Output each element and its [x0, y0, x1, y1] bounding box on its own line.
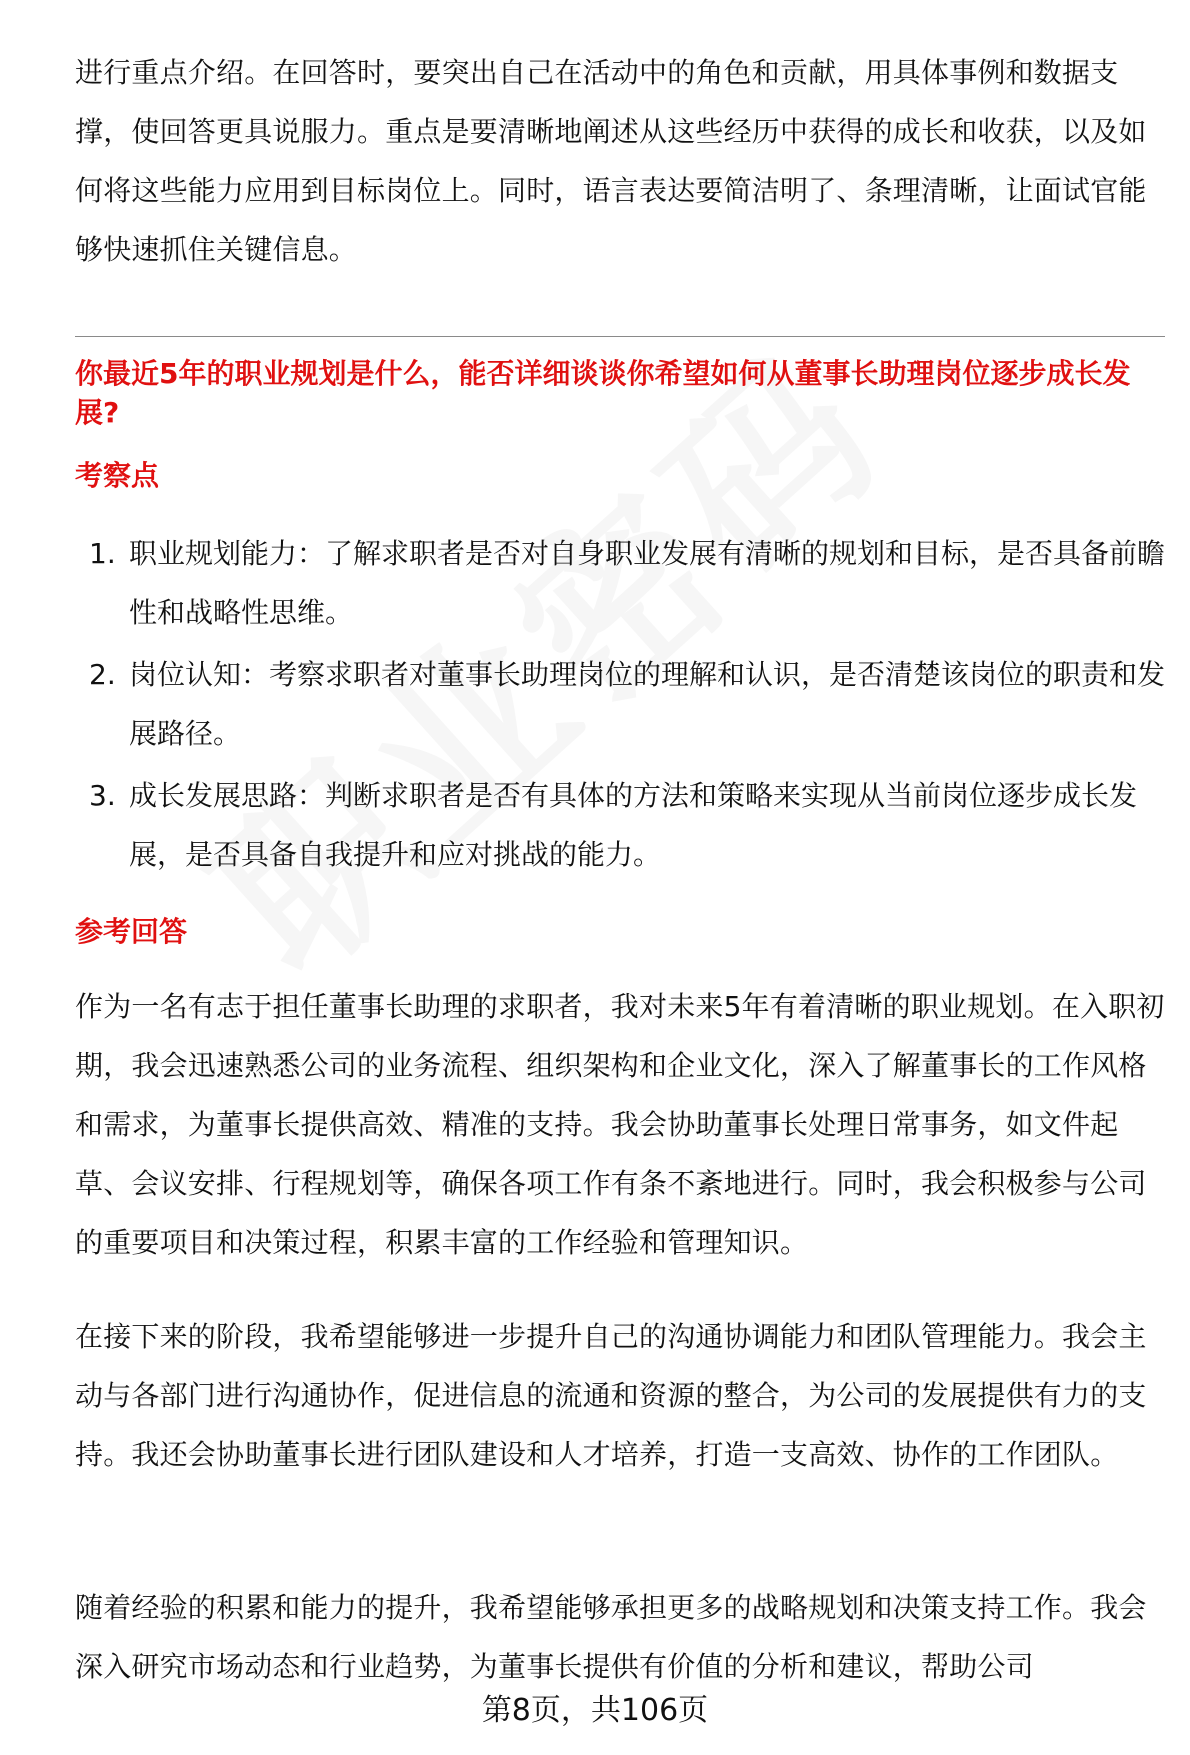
focus-point-item	[75, 766, 1165, 884]
focus-point-item	[75, 524, 1165, 642]
section-divider	[75, 336, 1165, 337]
focus-point-text: 成长发展思路：判断求职者是否有具体的方法和策略来实现从当前岗位逐步成长发展，是否具备自我提升和应对挑战的能力。	[129, 779, 1138, 871]
focus-point-number: 3.	[89, 779, 116, 812]
focus-points-heading: 考察点	[75, 459, 160, 492]
focus-point-text: 岗位认知：考察求职者对董事长助理岗位的理解和认识，是否清楚该岗位的职责和发展路径。	[129, 658, 1166, 750]
focus-point-text: 职业规划能力：了解求职者是否对自身职业发展有清晰的规划和目标，是否具备前瞻性和战略性思维。	[129, 537, 1166, 629]
interview-question: 你最近5年的职业规划是什么，能否详细谈谈你希望如何从董事长助理岗位逐步成长发展?	[75, 357, 1131, 429]
answer-paragraph: 作为一名有志于担任董事长助理的求职者，我对未来5年有着清晰的职业规划。在入职初期，我会迅速熟悉公司的业务流程、组织架构和企业文化，深入了解董事长的工作风格和需求，为董事长提供高效、精准的支持。我会协助董事长处理日常事务，如文件起草、会议安排、行程规划等，确保各项工作有条不紊地进行。同时，我会积极参与公司的重要项目和决策过程，积累丰富的工作经验和管理知识。	[75, 990, 1165, 1259]
answer-paragraph: 在接下来的阶段，我希望能够进一步提升自己的沟通协调能力和团队管理能力。我会主动与各部门进行沟通协作，促进信息的流通和资源的整合，为公司的发展提供有力的支持。我还会协助董事长进行团队建设和人才培养，打造一支高效、协作的工作团队。	[75, 1320, 1147, 1471]
focus-point-number: 1.	[89, 537, 116, 570]
focus-point-number: 2.	[89, 658, 116, 691]
reference-answer-heading: 参考回答	[75, 915, 188, 948]
focus-points-list	[75, 524, 1165, 887]
focus-point-item	[75, 645, 1165, 763]
page-number-footer: 第8页，共106页	[481, 1693, 709, 1728]
intro-paragraph: 进行重点介绍。在回答时，要突出自己在活动中的角色和贡献，用具体事例和数据支撑，使回答更具说服力。重点是要清晰地阐述从这些经历中获得的成长和收获，以及如何将这些能力应用到目标岗位上。同时，语言表达要简洁明了、条理清晰，让面试官能够快速抓住关键信息。	[75, 56, 1147, 266]
answer-paragraph: 随着经验的积累和能力的提升，我希望能够承担更多的战略规划和决策支持工作。我会深入研究市场动态和行业趋势，为董事长提供有价值的分析和建议，帮助公司	[75, 1591, 1147, 1683]
